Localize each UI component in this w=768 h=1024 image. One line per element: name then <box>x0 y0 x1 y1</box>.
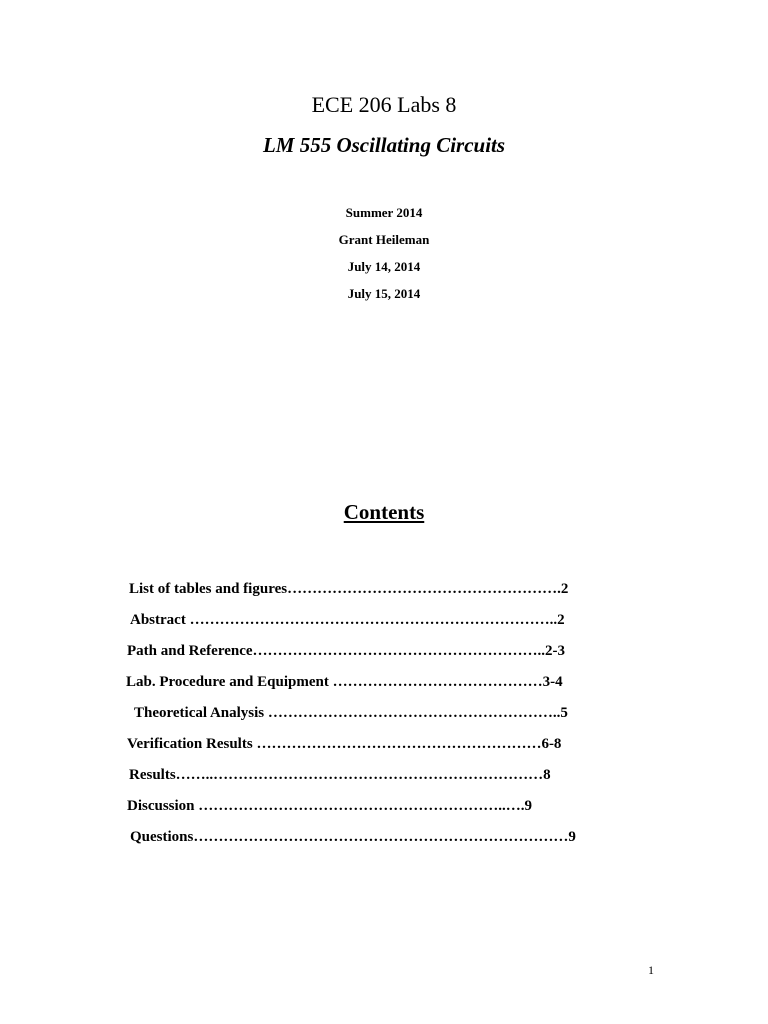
toc-leader-dots: ………………………………………………… <box>256 736 542 752</box>
toc-entry-page: 5 <box>560 705 568 721</box>
page-number: 1 <box>648 963 654 977</box>
toc-entry-label: List of tables and figures <box>129 581 288 597</box>
toc-leader-dots: ……………………………………………………………….. <box>189 612 558 628</box>
toc-leader-dots: ………………………………………………. <box>287 581 561 597</box>
toc-entry-page: 3-4 <box>542 674 563 690</box>
toc-entry-page: 2 <box>557 612 565 628</box>
toc-entry-page: 2-3 <box>545 643 566 659</box>
toc-entry-label: Path and Reference <box>127 643 253 659</box>
toc-entry-page: 6-8 <box>541 736 562 752</box>
toc-entry-label: Discussion <box>127 798 199 814</box>
toc-entry <box>134 705 568 722</box>
toc-entry-label: Results <box>129 767 176 783</box>
toc-entry-label: Abstract <box>130 612 190 628</box>
toc-entry <box>129 767 551 784</box>
toc-entry <box>126 674 563 691</box>
toc-entry-label: Lab. Procedure and Equipment <box>126 674 333 690</box>
toc-entry-page: 9 <box>568 829 576 845</box>
term-text: Summer 2014 <box>345 205 423 220</box>
date-submitted: July 15, 2014 <box>347 286 421 301</box>
date-performed: July 14, 2014 <box>347 259 421 274</box>
toc-entry-label: Questions <box>130 829 194 845</box>
contents-heading: Contents <box>343 500 425 524</box>
toc-entry <box>130 612 565 629</box>
toc-leader-dots: …………………………………… <box>332 674 543 690</box>
toc-entry-page: 9 <box>524 798 533 814</box>
document-subtitle: LM 555 Oscillating Circuits <box>262 133 506 157</box>
toc-entry <box>127 798 532 815</box>
toc-leader-dots: ………………………………………………….. <box>252 643 546 659</box>
toc-entry <box>127 736 561 753</box>
toc-entry-page: 2 <box>560 581 569 597</box>
toc-leader-dots: ………………………………………………………………… <box>193 829 569 845</box>
toc-entry-page: 8 <box>543 767 551 783</box>
toc-entry <box>130 829 576 846</box>
toc-leader-dots: ……..………………………………………………………… <box>175 767 544 783</box>
toc-entry <box>127 643 565 660</box>
toc-entry-label: Verification Results <box>127 736 257 752</box>
toc-leader-dots: ………………………………………………….. <box>267 705 561 721</box>
toc-entry-label: Theoretical Analysis <box>134 705 268 721</box>
toc-entry <box>129 581 568 598</box>
document-title: ECE 206 Labs 8 <box>311 92 457 117</box>
toc-leader-dots: ……………………………………………………..…. <box>198 798 525 814</box>
author-name: Grant Heileman <box>338 232 430 247</box>
